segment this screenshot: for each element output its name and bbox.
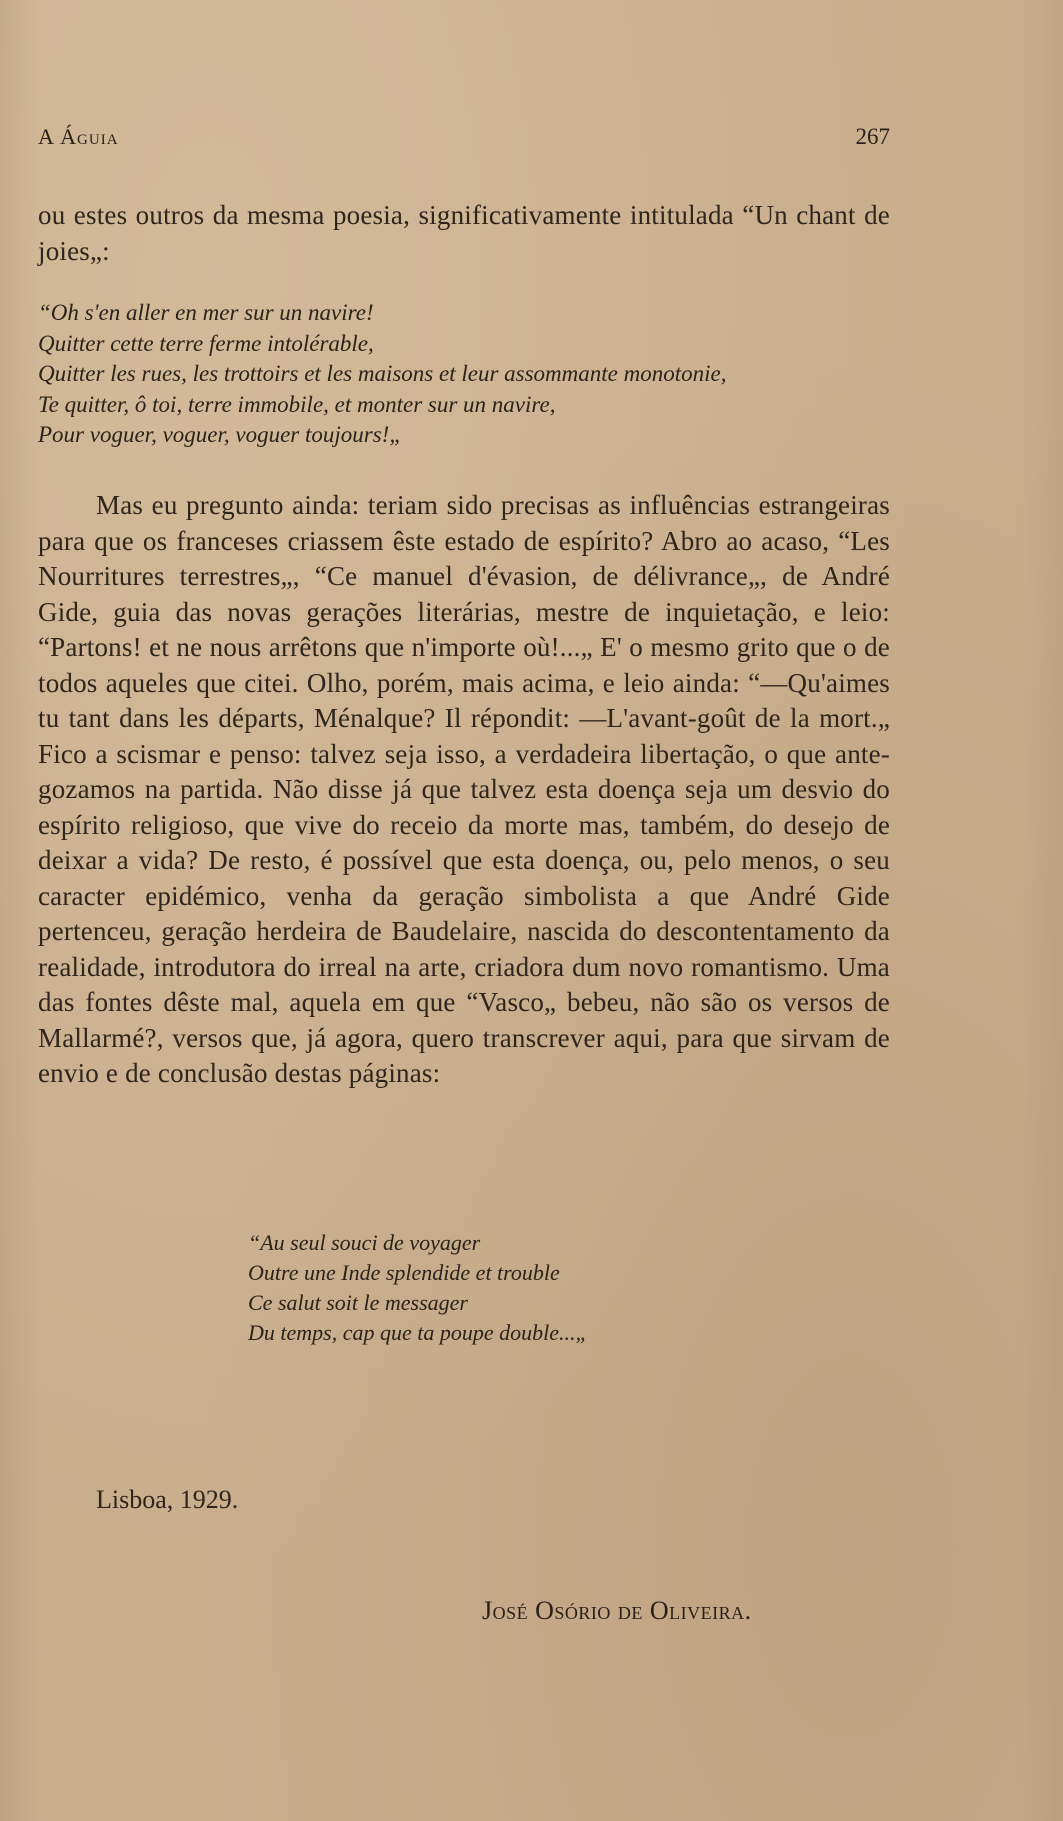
poem-quotation-1: [38, 298, 890, 451]
poem-2-line: “Au seul souci de voyager: [248, 1230, 481, 1255]
poem-2-line: Du temps, cap que ta poupe double...„: [248, 1320, 588, 1345]
poem-1-line: Quitter les rues, les trottoirs et les maisons et leur assommante monotonie,: [38, 361, 727, 386]
poem-1-line: Pour voguer, voguer, voguer toujours!„: [38, 422, 403, 447]
author-signature: José Osório de Oliveira.: [482, 1596, 752, 1625]
poem-1-line: “Oh s'en aller en mer sur un navire!: [38, 300, 374, 325]
poem-1-line: Quitter cette terre ferme intolérable,: [38, 330, 374, 356]
dateline: Lisboa, 1929.: [96, 1485, 239, 1514]
document-page: [38, 0, 890, 1821]
poem-quotation-2: [248, 1228, 808, 1348]
running-title: A Águia: [38, 124, 119, 149]
main-paragraph: Mas eu pregunto ainda: teriam sido precisas as influências estrangeiras para que os franceses criassem êste estado de espírito? Abro ao acaso, “Les Nourritures terrestres„, “Ce manuel d'évasion, de délivrance„, de André Gide, guia das novas gerações literárias, mestre de inquietação, e leio: “Partons! et ne nous arrêtons que n'importe où!...„ E' o mesmo grito que o de todos aqueles que citei. Olho, porém, mais acima, e leio ainda: “—Qu'aimes tu tant dans les départs, Ménalque? Il répondit: —L'avant-goût de la mort.„ Fico a scismar e penso: talvez seja isso, a verdadeira libertação, o que ante-gozamos na partida. Não disse já que talvez esta doença seja um desvio do espírito religioso, que vive do receio da morte mas, também, do desejo de deixar a vida? De resto, é possível que esta doença, ou, pelo menos, o seu caracter epidémico, venha da geração simbolista a que André Gide pertenceu, geração herdeira de Baudelaire, nascida do descontentamento da realidade, introdutora do irreal na arte, criadora dum novo romantismo. Uma das fontes dêste mal, aquela em que “Vasco„ bebeu, não são os versos de Mallarmé?, versos que, já agora, quero transcrever aqui, para que sirvam de envio e de conclusão destas páginas:: [38, 490, 890, 1088]
intro-paragraph: ou estes outros da mesma poesia, significativamente intitulada “Un chant de joies„:: [38, 200, 890, 266]
poem-2-line: Outre une Inde splendide et trouble: [248, 1260, 560, 1285]
poem-1-line: Te quitter, ô toi, terre immobile, et monter sur un navire,: [38, 391, 556, 417]
page-number: 267: [855, 124, 890, 149]
page-header: [38, 118, 890, 154]
poem-2-line: Ce salut soit le messager: [248, 1290, 468, 1315]
